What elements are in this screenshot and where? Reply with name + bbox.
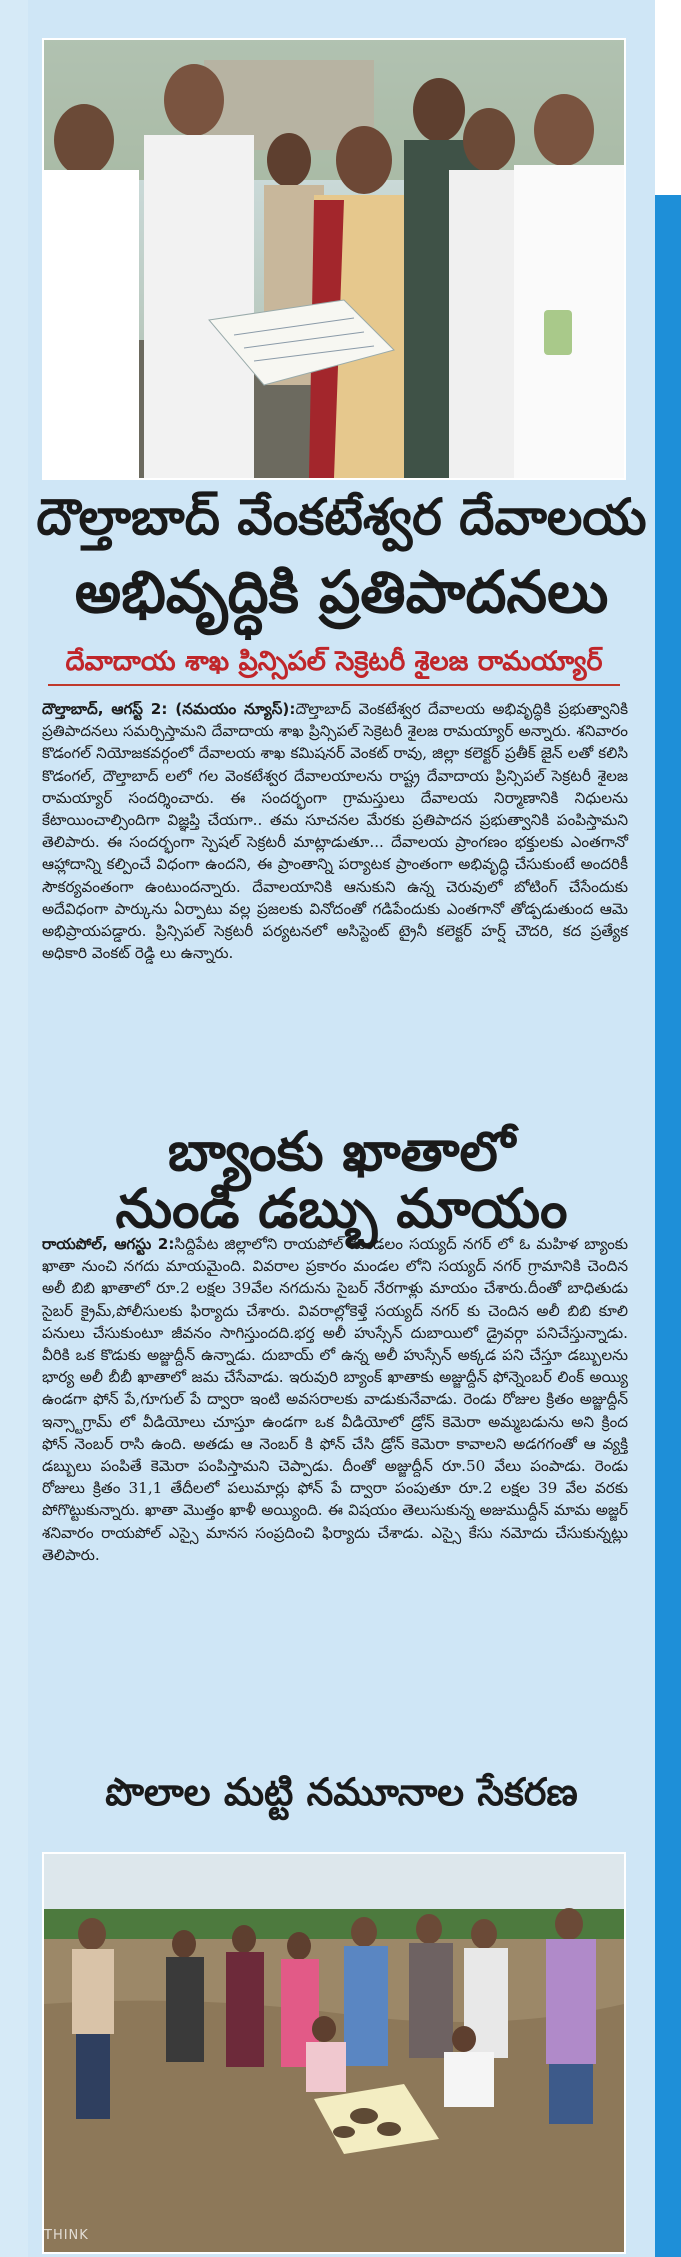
- article3-headline: పొలాల మట్టి నమూనాల సేకరణ: [105, 1770, 578, 1814]
- article2-dateline: రాయపోల్, ఆగస్టు 2:: [42, 1235, 175, 1253]
- article1-dateline: దౌల్తాబాద్, ఆగస్ట్ 2: (నమయం న్యూస్):: [42, 700, 296, 718]
- article1-subhead: దేవాదాయ శాఖ ప్రిన్సిపల్ సెక్రెటరీ శైలజ రామయ్యార్: [65, 646, 603, 677]
- article1-body: [42, 698, 628, 964]
- page-margin: [655, 0, 681, 195]
- article1-subhead-box: [48, 640, 620, 686]
- article1-headline-line1: దౌల్తాబాద్ వేంకటేశ్వర దేవాలయ: [36, 488, 647, 546]
- photo-officials-illustration: [44, 40, 624, 478]
- article1-headline-line2: అభివృద్ధికి ప్రతిపాదనలు: [74, 558, 609, 626]
- photo-officials-inspection: [42, 38, 626, 480]
- article1-text: దౌల్తాబాద్ వెంకటేశ్వర దేవాలయ అభివృద్ధికి ప్రభుత్వానికి ప్రతిపాదనలు సమర్పిస్తామని దేవాదాయ శాఖ ప్రిన్సిపల్ సెక్రెటరీ శైలజ రామయ్యార్ అన్నారు. శనివారం కొడంగల్ నియోజకవర్గంలో దేవాలయ శాఖ కమిషనర్ వెంకట్ రావు, జిల్లా కలెక్టర్ ప్రతీక్ జైన్ లతో కలిసి కొడంగల్, దౌల్తాబాద్ లలో గల వెంకటేశ్వర దేవాలయాలను రాష్ట్ర దేవాదాయ ప్రిన్సిపల్ సెక్రటరీ శైలజ రామయ్యార్ సందర్శించారు. ఈ సందర్భంగా గ్రామస్తులు దేవాలయ నిర్మాణానికి నిధులను కేటాయించాల్సిందిగా విజ్ఞప్తి చేయగా.. తమ సూచనల మేరకు ప్రతిపాదన ప్రభుత్వానికి పంపిస్తామని తెలిపారు. ఈ సందర్భంగా స్పెషల్ సెక్రటరీ మాట్లాడుతూ... దేవాలయ ప్రాంగణం భక్తులకు ఎంతగానో ఆహ్లాదాన్ని కల్పించే విధంగా ఉందని, ఈ ప్రాంతాన్ని పర్యాటక ప్రాంతంగా అభివృద్ధి చేసుకుంటే అందరికీ సౌకర్యవంతంగా ఉంటుందన్నారు. దేవాలయానికి ఆనుకుని ఉన్న చెరువులో బోటింగ్ చేసేందుకు అదేవిధంగా పార్కును ఏర్పాటు వల్ల ప్రజలకు వినోదంతో గడిపేందుకు ఎంతగానో తోడ్పడుతుంద ఆమె అభిప్రాయపడ్డారు. ప్రిన్సిపల్ సెక్రటరీ పర్యటనలో అసిస్టెంట్ ట్రైనీ కలెక్టర్ హర్ష్ చౌదరి, కద ప్రత్యేక అధికారి వెంకట్ రెడ్డి లు ఉన్నారు.: [42, 700, 628, 963]
- article2-text: సిద్దిపేట జిల్లాలోని రాయపోల్ మండలం సయ్యద్ నగర్ లో ఓ మహిళ బ్యాంకు ఖాతా నుంచి నగదు మాయమైంది. వివరాల ప్రకారం మండల లోని సయ్యద్ నగర్ గ్రామానికి చెందిన అలీ బిబి ఖాతాలో రూ.2 లక్షల 39వేల నగదును సైబర్ నేరగాళ్లు మాయం చేశారు.దీంతో బాధితుడు సైబర్ క్రైమ్,పోలీసులకు ఫిర్యాదు చేశారు. వివరాల్లోకెళ్తే సయ్యద్ నగర్ కు చెందిన అలీ బిబి కూలి పనులు చేసుకుంటూ జీవనం సాగిస్తుందది.భర్త అలీ హుస్సేన్ దుబాయిలో డ్రైవర్గా పనిచేస్తున్నాడు. వీరికి ఒక కొడుకు అజ్జుద్దీన్ ఉన్నాడు. దుబాయ్ లో ఉన్న అలీ హుస్సేన్ అక్కడ పని చేస్తూ డబ్బులను భార్య అలీ బీబీ ఖాతాలో జమ చేసేవాడు. ఇరువురి బ్యాంక్ ఖాతాకు అజ్జుద్దీన్ ఫోన్నెంబర్ లింక్ అయ్యి ఉండగా ఫోన్ పే,గూగుల్ పే ద్వారా ఇంటి అవసరాలకు వాడుకునేవాడు. రెండు రోజుల క్రితం అజ్జుద్దీన్ ఇన్స్టాగ్రామ్ లో వీడియోలు చూస్తూ ఉండగా ఒక వీడియోలో డ్రోన్ కెమెరా అమ్మబడును అని క్రింద ఫోన్ నెంబర్ రాసి ఉంది. అతడు ఆ నెంబర్ కి ఫోన్ చేసి డ్రోన్ కెమెరా కావాలని అడగగంతో ఆ వ్యక్తి డబ్బులు పంపితే కెమెరా పంపిస్తామని చెప్పాడు. దీంతో అజ్జుద్దీన్ రూ.50 వేలు పంపాడు. రెండు రోజులు క్రితం 31,1 తేదీలలో పలుమార్లు ఫోన్ పే ద్వారా పంపుతూ రూ.2 లక్షల 39 వేల వరకు పోగొట్టుకున్నారు. ఖాతా మొత్తం ఖాళీ అయ్యింది. ఈ విషయం తెలుసుకున్న అజుముద్దీన్ మామ అజ్జర్ శనివారం రాయపోల్ ఎస్సై మానస సంప్రదించి ఫిర్యాదు చేశాడు. ఎస్సై కేసు నమోదు చేసుకున్నట్లు తెలిపారు.: [42, 1235, 628, 1564]
- article2-headline-line2: నుండి డబ్బు మాయం: [115, 1177, 568, 1240]
- article2-body: [42, 1233, 628, 1566]
- article2-headline-line1: బ్యాంకు ఖాతాలో: [167, 1120, 516, 1183]
- photo-field-illustration: [44, 1854, 624, 2252]
- photo-watermark: THINK: [44, 2228, 89, 2243]
- photo-soil-sample-collection: [42, 1852, 626, 2254]
- blue-border-stripe: [655, 195, 681, 2257]
